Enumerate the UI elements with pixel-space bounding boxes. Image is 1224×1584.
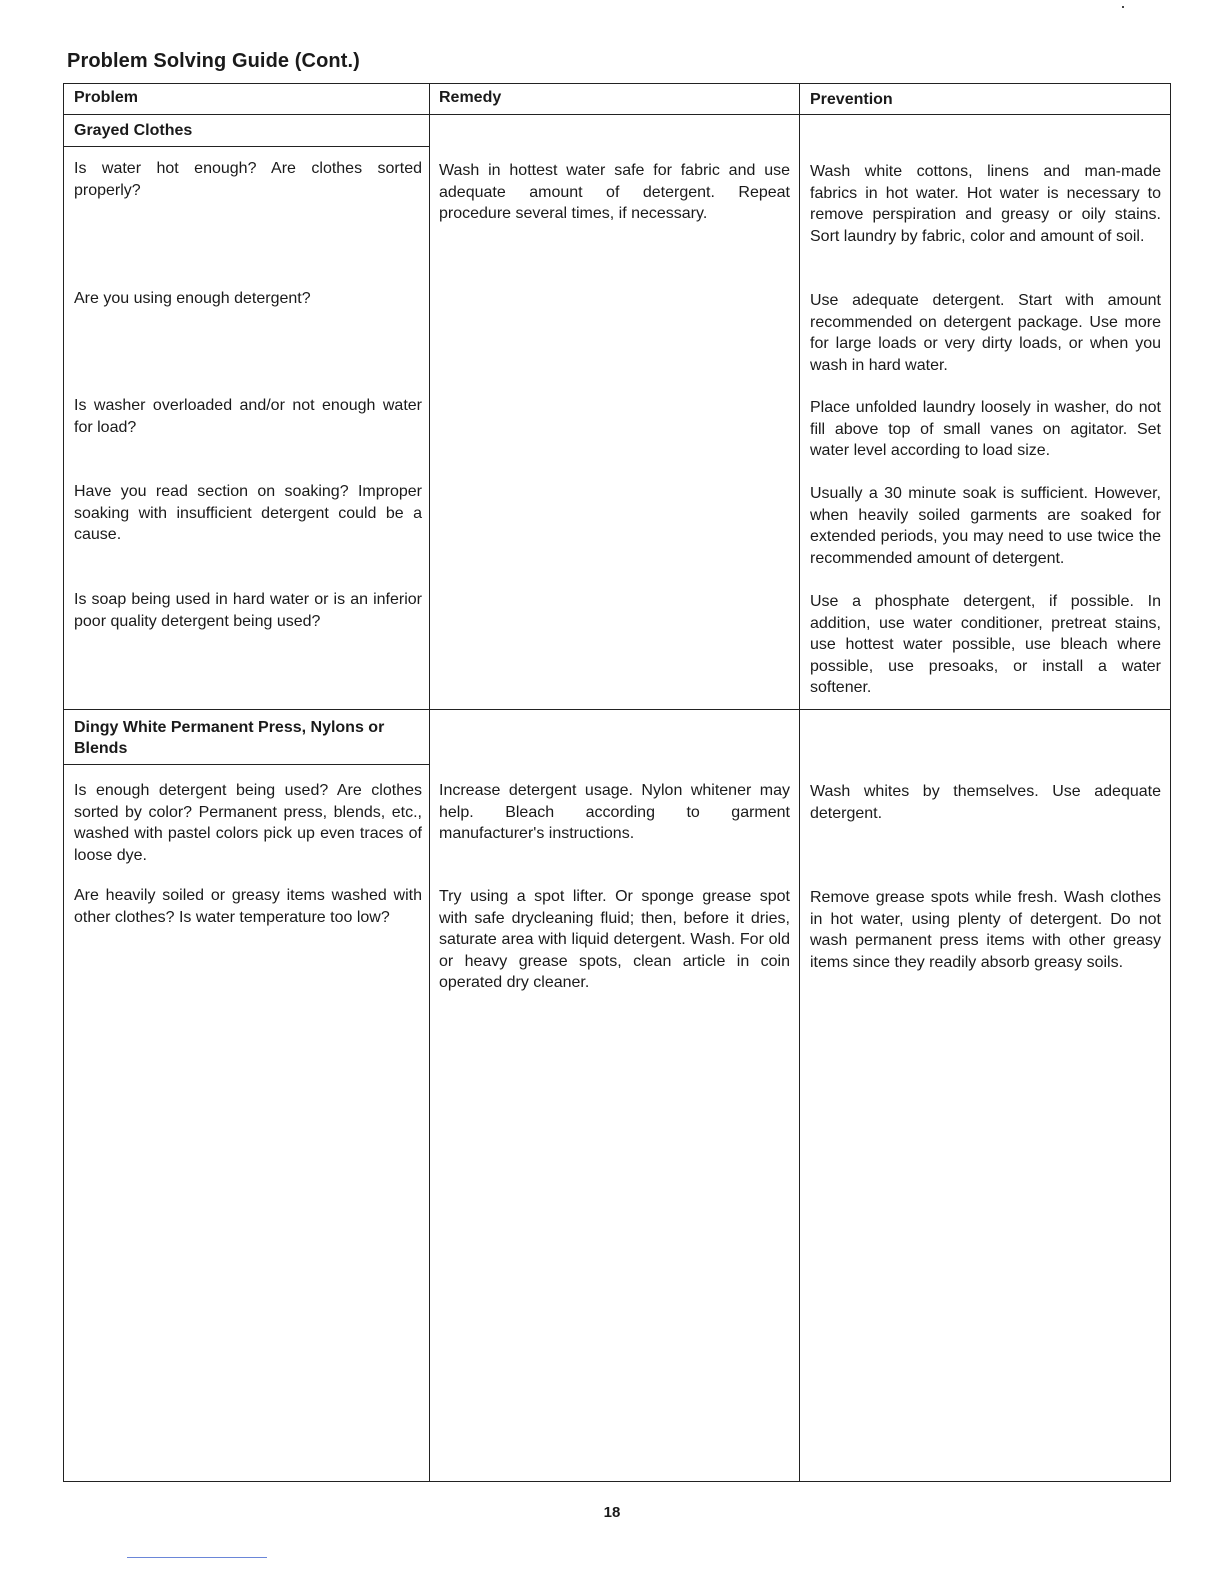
header-divider (64, 114, 1170, 115)
problem-cell: Is washer overloaded and/or not enough water for load? (74, 397, 422, 436)
section-divider (64, 709, 1170, 710)
header-prevention: Prevention (810, 91, 893, 108)
remedy-cell: Increase detergent usage. Nylon whitener may help. Bleach according to garment manufacturer's instructions. (439, 782, 790, 842)
section-title-divider (64, 764, 429, 765)
prevention-cell: Wash whites by themselves. Use adequate detergent. (810, 783, 1161, 822)
prevention-cell: Remove grease spots while fresh. Wash clothes in hot water, using plenty of detergent. Do not wash permanent press items with other greasy items since they readily absorb greasy soils. (810, 889, 1161, 971)
problem-cell: Is water hot enough? Are clothes sorted properly? (74, 160, 422, 199)
prevention-cell: Wash white cottons, linens and man-made fabrics in hot water. Hot water is necessary to remove perspiration and greasy or oily stains. Sort laundry by fabric, color and amount of soil. (810, 163, 1161, 245)
prevention-cell: Usually a 30 minute soak is sufficient. However, when heavily soiled garments are soaked for extended periods, you may need to use twice the recommended amount of detergent. (810, 485, 1161, 567)
section-title-grayed-clothes: Grayed Clothes (74, 122, 193, 139)
problem-cell: Have you read section on soaking? Improper soaking with insufficient detergent could be a cause. (74, 483, 422, 543)
footer-rule (127, 1557, 267, 1558)
column-divider (429, 84, 430, 1481)
remedy-cell: Wash in hottest water safe for fabric and use adequate amount of detergent. Repeat procedure several times, if necessary. (439, 162, 790, 222)
header-remedy: Remedy (439, 89, 502, 106)
section-title-dingy-white: Dingy White Permanent Press, Nylons or Blends (74, 719, 385, 757)
page-number: 18 (603, 1504, 621, 1521)
problem-cell: Is soap being used in hard water or is an inferior poor quality detergent being used? (74, 591, 422, 630)
problem-cell: Are heavily soiled or greasy items washed with other clothes? Is water temperature too low? (74, 887, 422, 926)
prevention-cell: Use a phosphate detergent, if possible. In addition, use water conditioner, pretreat stains, use hottest water possible, use bleach where possible, use presoaks, or install a water softener. (810, 593, 1161, 696)
problem-cell: Are you using enough detergent? (74, 290, 311, 307)
scan-speck (1122, 6, 1124, 8)
column-divider (799, 84, 800, 1481)
prevention-cell: Place unfolded laundry loosely in washer, do not fill above top of small vanes on agitator. Set water level according to load size. (810, 399, 1161, 459)
remedy-cell: Try using a spot lifter. Or sponge grease spot with safe drycleaning fluid; then, before it dries, saturate area with liquid detergent. Wash. For old or heavy grease spots, clean article in coin operated dry cleaner. (439, 888, 790, 991)
page-title: Problem Solving Guide (Cont.) (67, 50, 360, 72)
prevention-cell: Use adequate detergent. Start with amount recommended on detergent package. Use more for large loads or very dirty loads, or when you wash in hard water. (810, 292, 1161, 374)
section-title-divider (64, 146, 429, 147)
header-problem: Problem (74, 89, 139, 106)
problem-cell: Is enough detergent being used? Are clothes sorted by color? Permanent press, blends, etc., washed with pastel colors pick up even traces of loose dye. (74, 782, 422, 864)
problem-solving-table (63, 83, 1171, 1482)
